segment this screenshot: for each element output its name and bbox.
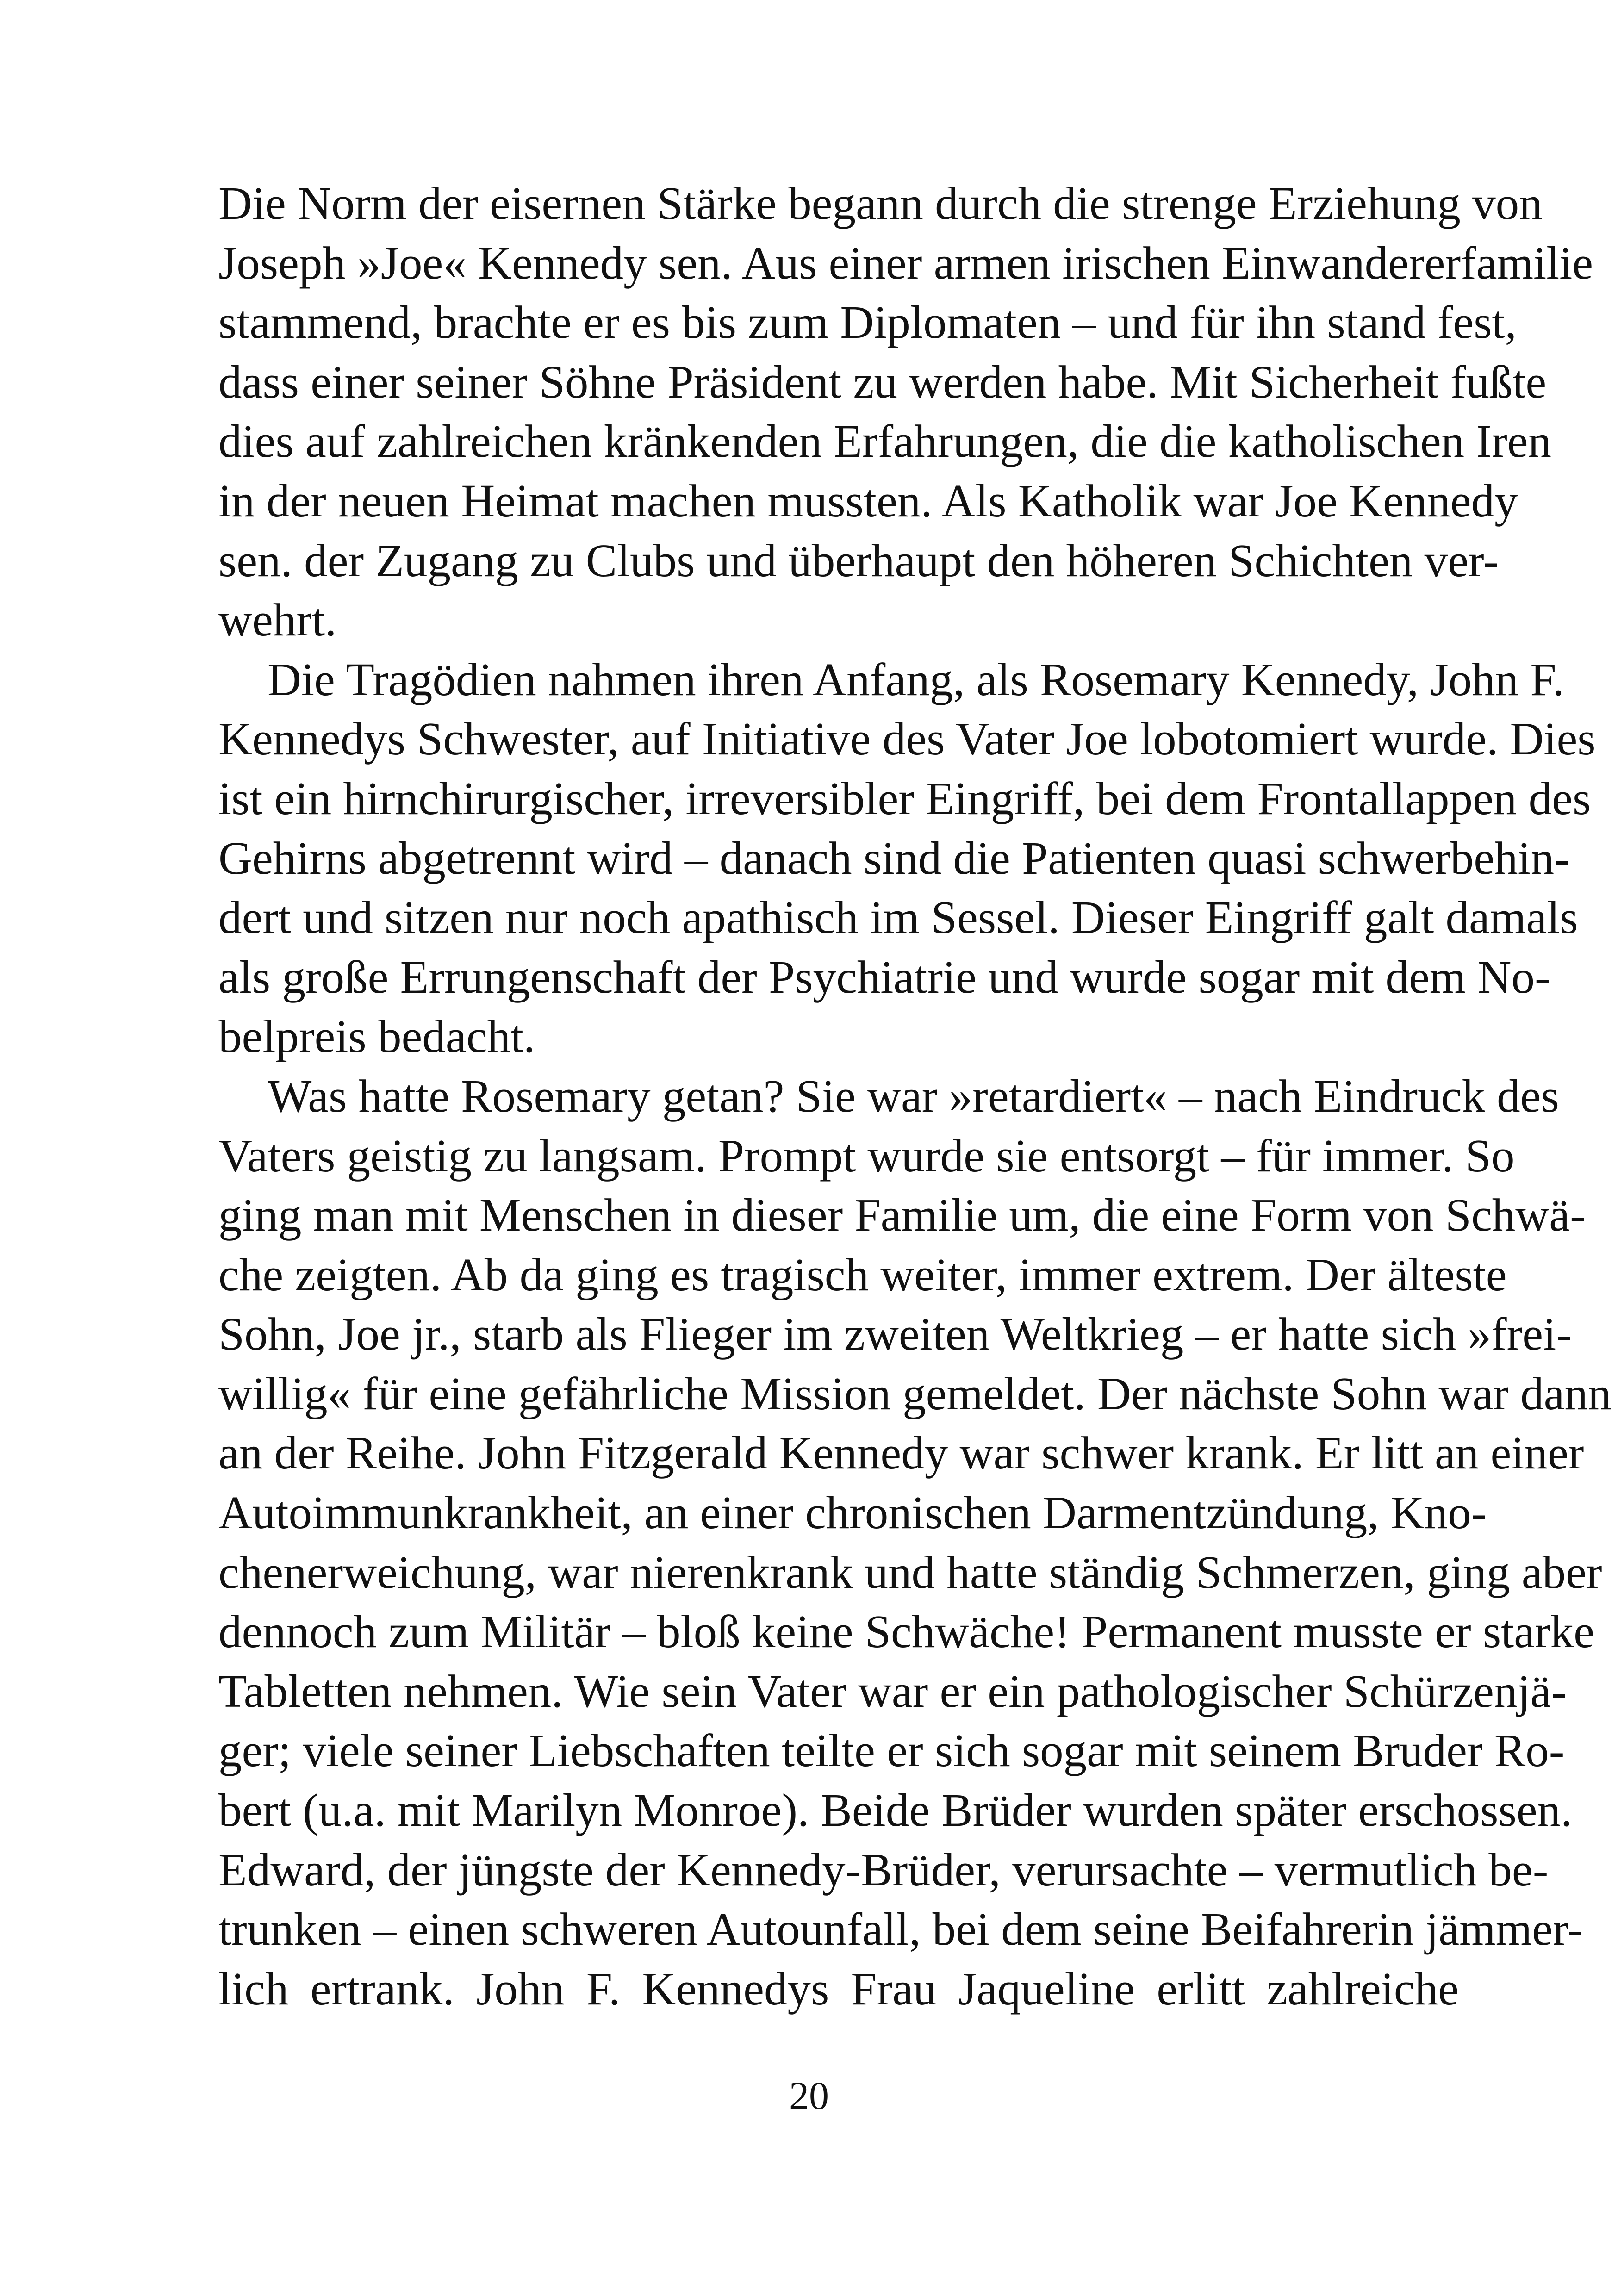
text-line: dass einer seiner Söhne Präsident zu werden habe. Mit Sicherheit fußte xyxy=(218,355,1547,408)
text-line: Vaters geistig zu langsam. Prompt wurde sie entsorgt – für immer. So xyxy=(218,1129,1515,1182)
text-line: chenerweichung, war nierenkrank und hatte ständig Schmerzen, ging aber xyxy=(218,1546,1602,1598)
text-line: Was hatte Rosemary getan? Sie war »retardiert« – nach Eindruck des xyxy=(268,1070,1559,1122)
text-line: stammend, brachte er es bis zum Diplomaten – und für ihn stand fest, xyxy=(218,296,1517,348)
page-number: 20 xyxy=(789,2073,829,2118)
text-line: willig« für eine gefährliche Mission gemeldet. Der nächste Sohn war dann xyxy=(218,1367,1612,1419)
text-line: Die Tragödien nahmen ihren Anfang, als Rosemary Kennedy, John F. xyxy=(268,653,1564,705)
text-line: dies auf zahlreichen kränkenden Erfahrungen, die die katholischen Iren xyxy=(218,415,1552,467)
text-line: ging man mit Menschen in dieser Familie um, die eine Form von Schwä- xyxy=(218,1189,1586,1241)
text-line: dert und sitzen nur noch apathisch im Sessel. Dieser Eingriff galt damals xyxy=(218,891,1578,944)
text-line: ist ein hirnchirurgischer, irreversibler Eingriff, bei dem Frontallappen des xyxy=(218,772,1591,824)
body-text xyxy=(218,174,1612,2018)
text-line: Edward, der jüngste der Kennedy-Brüder, verursachte – vermutlich be- xyxy=(218,1843,1549,1896)
text-line: che zeigten. Ab da ging es tragisch weiter, immer extrem. Der älteste xyxy=(218,1248,1507,1300)
text-line: als große Errungenschaft der Psychiatrie und wurde sogar mit dem No- xyxy=(218,951,1550,1003)
text-line: Sohn, Joe jr., starb als Flieger im zweiten Weltkrieg – er hatte sich »frei- xyxy=(218,1308,1572,1360)
text-line: bert (u.a. mit Marilyn Monroe). Beide Brüder wurden später erschossen. xyxy=(218,1784,1573,1836)
text-line: Die Norm der eisernen Stärke begann durch die strenge Erziehung von xyxy=(218,177,1543,229)
text-line: Autoimmunkrankheit, an einer chronischen Darmentzündung, Kno- xyxy=(218,1487,1487,1539)
text-line: Tabletten nehmen. Wie sein Vater war er ein pathologischer Schürzenjä- xyxy=(218,1665,1567,1717)
text-line: Kennedys Schwester, auf Initiative des Vater Joe lobotomiert wurde. Dies xyxy=(218,713,1596,765)
text-line: lich ertrank. John F. Kennedys Frau Jaqueline erlitt zahlreiche xyxy=(218,1962,1459,2015)
text-line: in der neuen Heimat machen mussten. Als Katholik war Joe Kennedy xyxy=(218,474,1518,527)
text-line: ger; viele seiner Liebschaften teilte er sich sogar mit seinem Bruder Ro- xyxy=(218,1724,1565,1777)
text-line: Gehirns abgetrennt wird – danach sind die Patienten quasi schwerbehin- xyxy=(218,832,1570,884)
text-line: belpreis bedacht. xyxy=(218,1010,535,1063)
text-line: wehrt. xyxy=(218,594,337,646)
text-line: Joseph »Joe« Kennedy sen. Aus einer armen irischen Einwandererfamilie xyxy=(218,236,1593,289)
text-line: sen. der Zugang zu Clubs und überhaupt den höheren Schichten ver- xyxy=(218,534,1499,586)
text-line: an der Reihe. John Fitzgerald Kennedy war schwer krank. Er litt an einer xyxy=(218,1427,1584,1479)
text-line: dennoch zum Militär – bloß keine Schwäche! Permanent musste er starke xyxy=(218,1605,1594,1658)
text-line: trunken – einen schweren Autounfall, bei dem seine Beifahrerin jämmer- xyxy=(218,1903,1583,1955)
